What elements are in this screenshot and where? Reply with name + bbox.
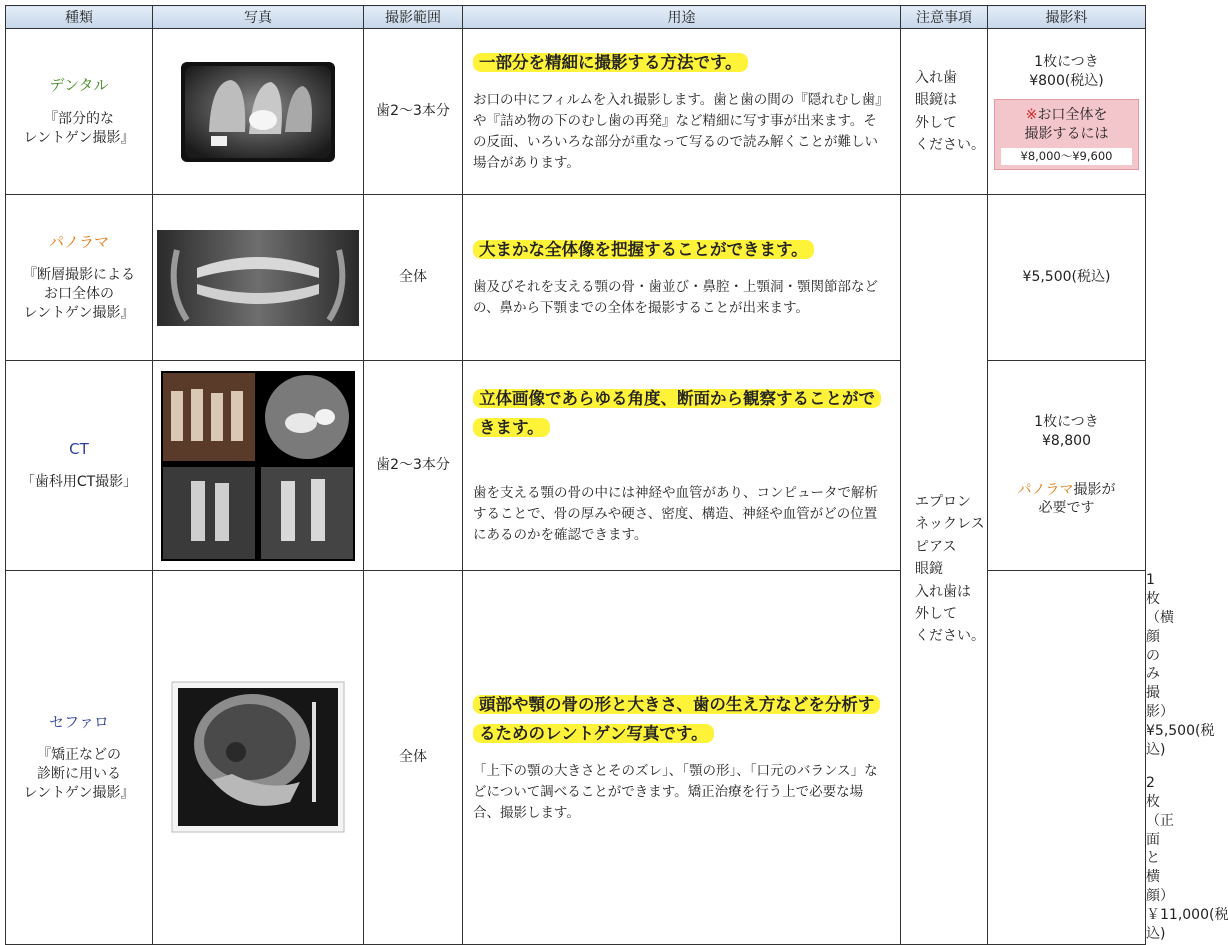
caution-line: 眼鏡 xyxy=(915,561,943,578)
panorama-photo-cell xyxy=(153,195,364,361)
cephalo-name: セファロ xyxy=(49,713,109,731)
row-panorama xyxy=(6,195,1146,361)
dental-photo-cell xyxy=(153,29,364,195)
header-usage: 用途 xyxy=(463,6,901,29)
ct-scan-image xyxy=(161,371,355,561)
dental-caution-line: 外して xyxy=(915,114,957,131)
ct-usage-heading: 立体画像であらゆる角度、断面から観察することができます。 xyxy=(473,389,881,437)
cephalo-photo-cell xyxy=(153,571,364,945)
dental-price-line1: 1枚につき xyxy=(1034,53,1099,70)
note-text1: お口全体を xyxy=(1037,106,1108,123)
panorama-name: パノラマ xyxy=(48,233,109,252)
ct-note-rest1: 撮影が xyxy=(1073,481,1116,498)
caution-line: 入れ歯は xyxy=(915,583,971,600)
ct-range: 歯2〜3本分 xyxy=(364,361,463,571)
ct-usage-cell xyxy=(463,361,901,571)
ct-usage-body: 歯を支える顎の骨の中には神経や血管があり、コンピュータで解析することで、骨の厚みや硬さ、密度、構造、神経や血管がどの位置にあるのかを確認できます。 xyxy=(473,484,878,543)
cephalo-type-cell xyxy=(6,571,153,945)
cephalo-xray-image xyxy=(172,682,344,832)
ct-fee-cell xyxy=(988,361,1146,571)
header-range: 撮影範囲 xyxy=(364,6,463,29)
dental-caution-line: 眼鏡は xyxy=(915,92,957,109)
ct-note-rest2: 必要です xyxy=(1038,500,1095,517)
ct-photo-cell xyxy=(153,361,364,571)
header-caution: 注意事項 xyxy=(901,6,988,29)
ct-price-line1: 1枚につき xyxy=(1034,413,1099,430)
header-fee: 撮影料 xyxy=(988,6,1146,29)
dental-xray-image xyxy=(181,62,335,162)
xray-table xyxy=(5,5,1228,945)
caution-line: 外して xyxy=(915,606,957,623)
cephalo-range: 全体 xyxy=(364,571,463,945)
ct-name: CT xyxy=(69,439,89,458)
dental-name: デンタル xyxy=(49,76,109,95)
ct-panorama-note xyxy=(988,481,1145,500)
dental-fullmouth-note xyxy=(994,99,1139,170)
dental-type-cell xyxy=(6,29,153,195)
caution-line: ください。 xyxy=(915,628,985,645)
panorama-desc: 『断層撮影による お口全体の レントゲン撮影』 xyxy=(23,267,135,322)
panorama-usage-body: 歯及びそれを支える顎の骨・歯並び・鼻腔・上顎洞・顎関節部などの、鼻から下顎までの全体を撮影することが出来ます。 xyxy=(473,279,878,316)
note-price-range: ¥8,000〜¥9,600 xyxy=(1001,148,1132,166)
ct-type-cell xyxy=(6,361,153,571)
shared-caution-cell xyxy=(901,195,988,945)
cephalo-usage-cell xyxy=(463,571,901,945)
dental-usage-heading: 一部分を精細に撮影する方法です。 xyxy=(473,53,748,72)
cephalo-caution-cell xyxy=(988,571,1146,945)
note-mark: ※ xyxy=(1025,106,1038,123)
caution-line: ピアス xyxy=(915,538,957,555)
panorama-fee: ¥5,500(税込) xyxy=(988,195,1146,361)
dental-price-line2: ¥800(税込) xyxy=(1029,72,1104,89)
dental-fee-cell xyxy=(988,29,1146,195)
panorama-usage-cell xyxy=(463,195,901,361)
header-photo: 写真 xyxy=(153,6,364,29)
note-text2: 撮影するには xyxy=(1024,125,1109,142)
dental-usage-cell xyxy=(463,29,901,195)
cephalo-usage-heading: 頭部や顎の骨の形と大きさ、歯の生え方などを分析するためのレントゲン写真です。 xyxy=(473,695,880,743)
header-row xyxy=(6,6,1146,29)
dental-caution-line: ください。 xyxy=(915,136,985,153)
row-dental xyxy=(6,29,1146,195)
dental-caution-line: 入れ歯 xyxy=(915,69,957,86)
cephalo-usage-body: 「上下の顎の大きさとそのズレ」、「顎の形」、「口元のバランス」などについて調べることができます。矯正治療を行う上で必要な場合、撮影します。 xyxy=(473,762,878,821)
ct-price-line2: ¥8,800 xyxy=(1042,432,1091,449)
row-cephalo: セファロ 『矯正などの 診断に用いる レントゲン撮影』 全体 頭部や顎の骨の形と大きさ、歯の生え方などを分析するためのレントゲン写真です。 「上下の顎の大きさとそのズレ」、「顎の形」、「口元のバランス」などについて調べることができます。矯正治療を行う上で必要な場合、撮影します。 1枚（横顔のみ撮影） ¥5,500(税込) 2枚（正面と横顔） ￥11,000(税込) xyxy=(6,571,1146,945)
dental-range: 歯2〜3本分 xyxy=(364,29,463,195)
dental-desc: 『部分的な レントゲン撮影』 xyxy=(23,110,135,146)
panorama-type-cell xyxy=(6,195,153,361)
panorama-usage-heading: 大まかな全体像を把握することができます。 xyxy=(473,240,814,259)
ct-note-orange: パノラマ xyxy=(1017,481,1074,498)
cephalo-desc: 『矯正などの 診断に用いる レントゲン撮影』 xyxy=(23,747,135,802)
caution-line: ネックレス xyxy=(915,516,985,533)
dental-usage-body: お口の中にフィルムを入れ撮影します。歯と歯の間の『隠れむし歯』や『詰め物の下のむし歯の再発』など精細に写す事が出来ます。その反面、いろいろな部分が重なって写るので読み解くことが難しい場合があります。 xyxy=(473,92,889,171)
caution-line: エプロン xyxy=(915,494,971,511)
dental-caution-cell xyxy=(901,29,988,195)
panorama-xray-image xyxy=(157,230,359,326)
ct-desc: 「歯科用CT撮影」 xyxy=(20,474,138,491)
header-type: 種類 xyxy=(6,6,153,29)
panorama-range: 全体 xyxy=(364,195,463,361)
